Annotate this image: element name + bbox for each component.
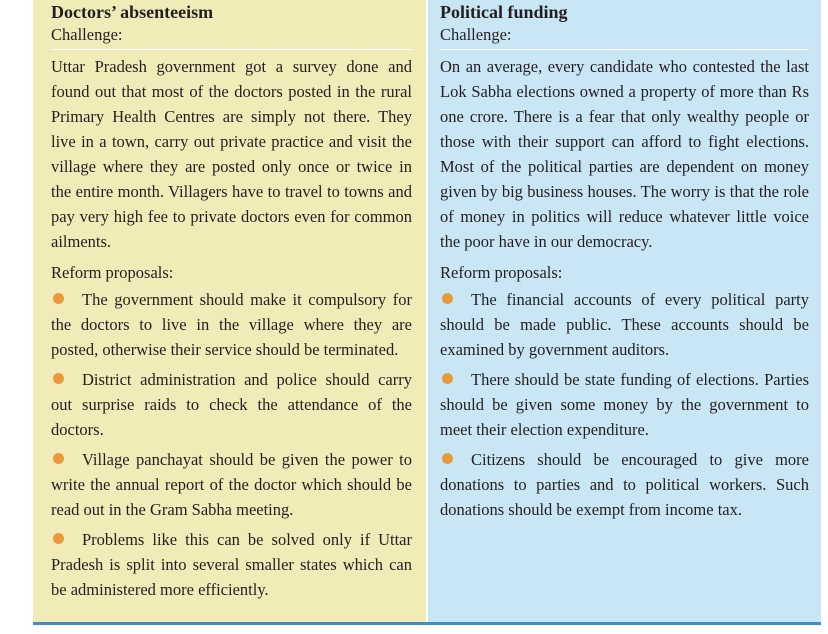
bottom-rule <box>33 622 821 625</box>
left-challenge-label: Challenge: <box>51 25 123 44</box>
right-proposal <box>440 367 809 442</box>
bullet-dot-icon <box>53 293 64 304</box>
right-proposal-text: The financial accounts of every political party should be made public. These accounts should be examined by government auditors. <box>440 290 809 359</box>
right-title: Political funding <box>440 2 568 22</box>
bullet-dot-icon <box>53 453 64 464</box>
left-proposal-text: District administration and police should carry out surprise raids to check the attendance of the doctors. <box>51 370 412 439</box>
bullet-dot-icon <box>442 293 453 304</box>
left-column-doctors-absenteeism <box>33 0 426 622</box>
left-title: Doctors’ absenteeism <box>51 2 214 22</box>
right-proposal-text: Citizens should be encouraged to give more donations to parties and to political workers. Such donations should be exempt from income tax. <box>440 450 809 519</box>
right-reform-label: Reform proposals: <box>440 263 563 282</box>
left-proposal-text: Village panchayat should be given the power to write the annual report of the doctor which should be read out in the Gram Sabha meeting. <box>51 450 412 519</box>
right-divider <box>440 49 809 50</box>
bullet-dot-icon <box>442 453 453 464</box>
right-proposal-text: There should be state funding of elections. Parties should be given some money by the government to meet their election expenditure. <box>440 370 809 439</box>
bullet-dot-icon <box>442 373 453 384</box>
right-proposal <box>440 447 809 522</box>
bullet-dot-icon <box>53 533 64 544</box>
left-proposal <box>51 367 412 442</box>
right-challenge-label: Challenge: <box>440 25 512 44</box>
left-proposal <box>51 527 412 602</box>
left-challenge-text: Uttar Pradesh government got a survey done and found out that most of the doctors posted in the rural Primary Health Centres are simply not there. They live in a town, carry out private practice and visit the village where they are posted only once or twice in the entire month. Villagers have to travel to towns and pay very high fee to private doctors even for common ailments. <box>51 57 412 251</box>
left-divider <box>51 49 412 50</box>
left-proposal <box>51 287 412 362</box>
bullet-dot-icon <box>53 373 64 384</box>
left-reform-label: Reform proposals: <box>51 263 174 282</box>
left-proposal-text: The government should make it compulsory for the doctors to live in the village where they are posted, otherwise their service should be terminated. <box>51 290 412 359</box>
right-challenge-text: On an average, every candidate who contested the last Lok Sabha elections owned a property of more than Rs one crore. There is a fear that only wealthy people or those with their support can afford to fight elections. Most of the political parties are dependent on money given by big business houses. The worry is that the role of money in politics will reduce whatever little voice the poor have in our democracy. <box>440 57 809 251</box>
right-column-political-funding <box>428 0 821 622</box>
left-proposal-text: Problems like this can be solved only if Uttar Pradesh is split into several smaller states which can be administered more efficiently. <box>51 530 412 599</box>
left-proposal <box>51 447 412 522</box>
right-proposal <box>440 287 809 362</box>
